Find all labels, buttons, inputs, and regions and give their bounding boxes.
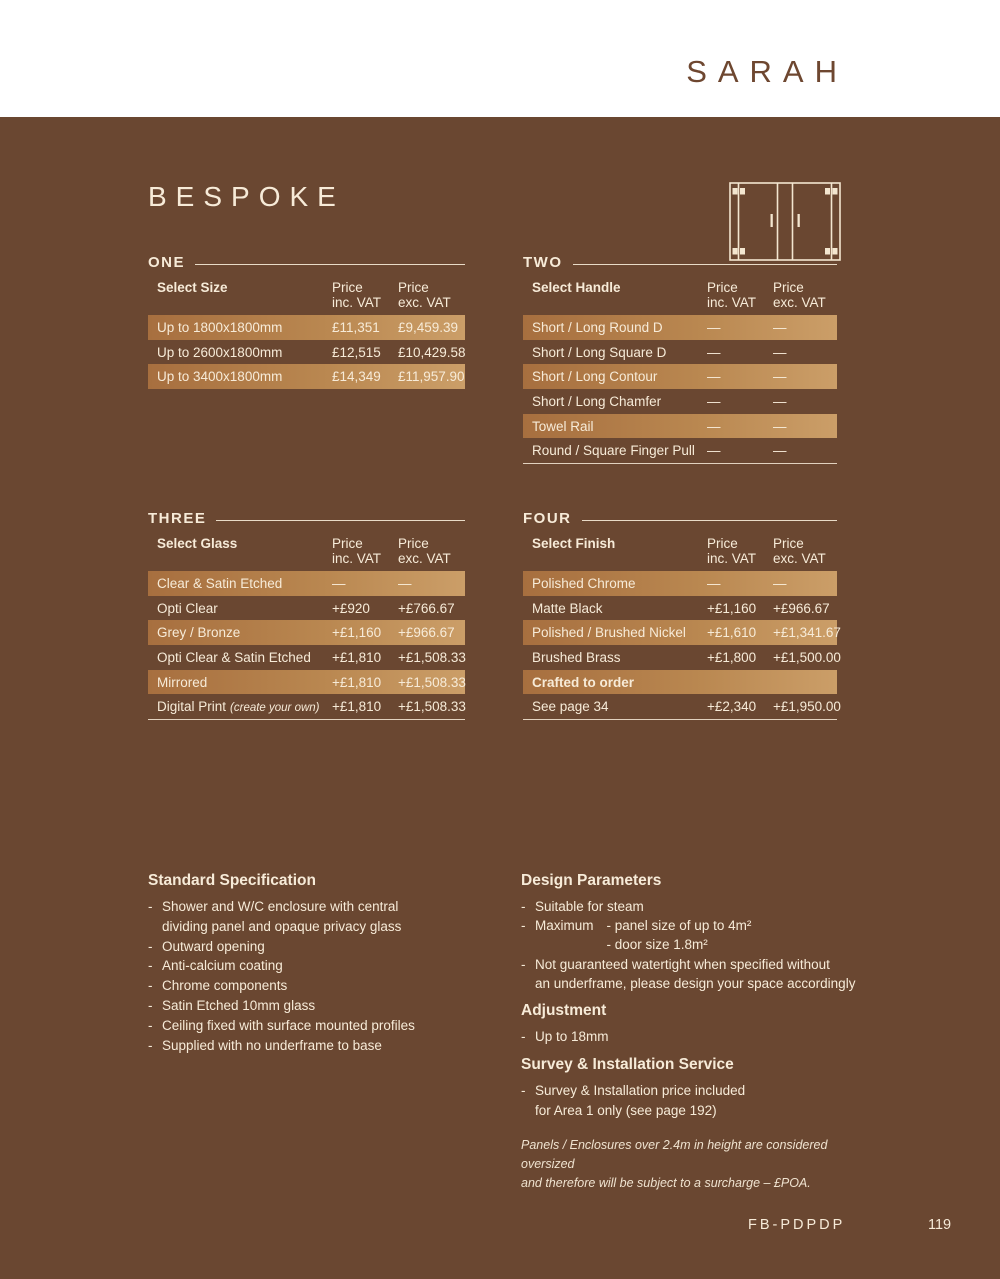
- list-item: - Ceiling fixed with surface mounted profiles: [148, 1017, 415, 1033]
- table-header: [523, 536, 837, 566]
- list-item: dividing panel and opaque privacy glass: [162, 918, 402, 934]
- standard-specification: [148, 872, 498, 1055]
- price-inc-header: Price inc. VAT: [707, 536, 757, 566]
- table-row: See page 34 +£2,340 +£1,950.00: [532, 699, 841, 715]
- design-title: Design Parameters: [521, 872, 662, 889]
- page-number: 119: [928, 1217, 952, 1233]
- page-title: BESPOKE: [148, 181, 345, 212]
- table-row: Opti Clear & Satin Etched +£1,810 +£1,508.33: [157, 649, 466, 665]
- section-select-glass: [148, 508, 465, 720]
- adjustment-title: Adjustment: [521, 1002, 607, 1019]
- list-item: - Supplied with no underframe to base: [148, 1037, 382, 1053]
- section-rule: [573, 264, 838, 265]
- list-item: - Maximum - panel size of up to 4m² - door size 1.8m²: [521, 918, 752, 953]
- price-exc-header: Price exc. VAT: [773, 280, 826, 310]
- section-select-handle: [523, 252, 837, 464]
- section-select-finish: [523, 508, 841, 720]
- table-row: Short / Long Square D — —: [532, 344, 787, 360]
- table-row: Opti Clear +£920 +£766.67: [157, 600, 455, 616]
- brand-title: SARAH: [686, 54, 848, 89]
- product-code: FB-PDPDP: [748, 1217, 846, 1233]
- table-header: [148, 536, 465, 566]
- table-row: Mirrored +£1,810 +£1,508.33: [148, 670, 465, 695]
- table-row: Polished / Brushed Nickel +£1,610 +£1,341.67: [523, 620, 837, 645]
- table-header: [148, 280, 465, 310]
- table-row: Short / Long Chamfer — —: [532, 393, 787, 409]
- list-item: - Chrome components: [148, 978, 288, 994]
- section-label: THREE: [148, 509, 207, 527]
- top-band: [0, 0, 1000, 117]
- table-row: Matte Black +£1,160 +£966.67: [532, 600, 830, 616]
- list-item: - Outward opening: [148, 938, 265, 954]
- list-item: - Shower and W/C enclosure with central: [148, 899, 399, 914]
- list-item: - Anti-calcium coating: [148, 958, 283, 974]
- price-exc-header: Price exc. VAT: [398, 536, 451, 566]
- design-parameters: [521, 872, 871, 993]
- table-row-subheading: Crafted to order: [523, 670, 837, 695]
- section-label: TWO: [523, 253, 563, 271]
- column-header: Select Glass: [157, 536, 238, 551]
- price-inc-header: Price inc. VAT: [707, 280, 757, 310]
- oversize-note: Panels / Enclosures over 2.4m in height are considered oversized and therefore will be subject to a surcharge – £POA.: [521, 1138, 828, 1190]
- section-select-size: [148, 252, 465, 389]
- enclosure-plan-diagram-icon: [729, 182, 841, 261]
- table-row: Short / Long Contour — —: [523, 364, 837, 389]
- price-exc-header: Price exc. VAT: [398, 280, 451, 310]
- table-row: Short / Long Round D — —: [523, 315, 837, 340]
- table-row: Brushed Brass +£1,800 +£1,500.00: [532, 649, 841, 665]
- table-row: Digital Print (create your own) +£1,810 +£1,508.33: [157, 699, 466, 715]
- table-row: Towel Rail — —: [523, 414, 837, 439]
- list-item: - Not guaranteed watertight when specified without an underframe, please design your space accordingly: [521, 956, 856, 991]
- column-header: Select Handle: [532, 280, 621, 295]
- survey-installation: [521, 1056, 841, 1121]
- survey-title: Survey & Installation Service: [521, 1056, 734, 1073]
- list-item: - Suitable for steam: [521, 899, 644, 914]
- list-item: - Satin Etched 10mm glass: [148, 997, 316, 1013]
- list-item: - Up to 18mm: [521, 1029, 609, 1044]
- price-inc-header: Price inc. VAT: [332, 280, 382, 310]
- column-header: Select Size: [157, 280, 228, 295]
- table-row: Up to 1800x1800mm £11,351 £9,459.39: [148, 315, 465, 340]
- list-item: - Survey & Installation price included for Area 1 only (see page 192): [521, 1083, 746, 1118]
- table-header: [523, 280, 837, 310]
- adjustment: [521, 1002, 821, 1047]
- row-note: (create your own): [230, 702, 320, 715]
- table-row: Polished Chrome — —: [523, 571, 837, 596]
- section-rule: [195, 264, 465, 265]
- section-label: FOUR: [523, 509, 572, 527]
- price-inc-header: Price inc. VAT: [332, 536, 382, 566]
- table-row: Up to 2600x1800mm £12,515 £10,429.58: [157, 344, 466, 360]
- table-row: Round / Square Finger Pull — —: [532, 443, 787, 459]
- table-row: Grey / Bronze +£1,160 +£966.67: [148, 620, 465, 645]
- column-header: Select Finish: [532, 536, 616, 551]
- section-rule: [582, 520, 838, 521]
- table-row: Clear & Satin Etched — —: [148, 571, 465, 596]
- price-exc-header: Price exc. VAT: [773, 536, 826, 566]
- table-row: Up to 3400x1800mm £14,349 £11,957.90: [148, 364, 465, 389]
- section-label: ONE: [148, 253, 186, 271]
- spec-title: Standard Specification: [148, 872, 316, 889]
- section-rule: [216, 520, 465, 521]
